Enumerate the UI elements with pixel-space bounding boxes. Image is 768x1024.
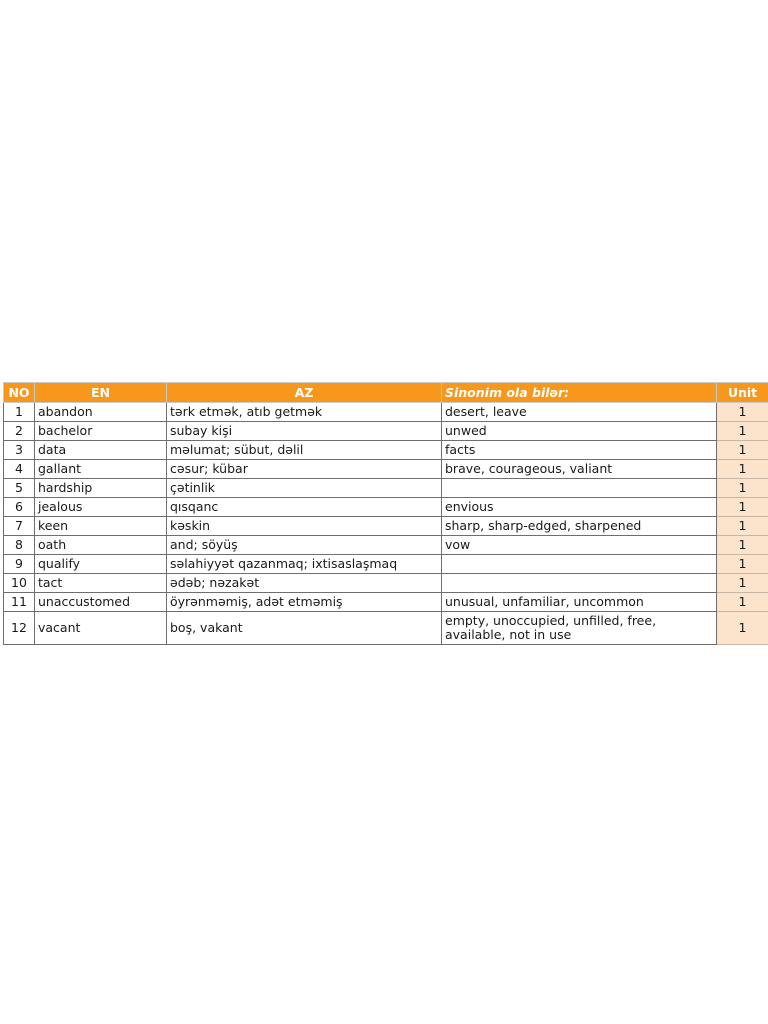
cell-unit: 1: [717, 498, 768, 517]
cell-synonyms: empty, unoccupied, unfilled, free, available, not in use: [442, 612, 717, 645]
cell-az: cəsur; kübar: [167, 460, 442, 479]
cell-unit: 1: [717, 593, 768, 612]
cell-no: 9: [4, 555, 35, 574]
cell-unit: 1: [717, 536, 768, 555]
cell-unit: 1: [717, 460, 768, 479]
vocabulary-sheet: [3, 382, 768, 645]
cell-en: jealous: [35, 498, 167, 517]
cell-unit: 1: [717, 517, 768, 536]
header-no: NO: [4, 383, 35, 403]
cell-en: data: [35, 441, 167, 460]
table-row: [4, 593, 768, 612]
cell-synonyms: unusual, unfamiliar, uncommon: [442, 593, 717, 612]
table-row: [4, 517, 768, 536]
cell-unit: 1: [717, 479, 768, 498]
cell-az: tərk etmək, atıb getmək: [167, 403, 442, 422]
table-row: [4, 612, 768, 645]
cell-synonyms: sharp, sharp-edged, sharpened: [442, 517, 717, 536]
table-row: [4, 555, 768, 574]
cell-en: vacant: [35, 612, 167, 645]
cell-az: səlahiyyət qazanmaq; ixtisaslaşmaq: [167, 555, 442, 574]
vocabulary-table: [3, 382, 768, 645]
cell-no: 10: [4, 574, 35, 593]
cell-az: çətinlik: [167, 479, 442, 498]
cell-en: unaccustomed: [35, 593, 167, 612]
header-az: AZ: [167, 383, 442, 403]
cell-unit: 1: [717, 555, 768, 574]
table-row: [4, 460, 768, 479]
cell-en: bachelor: [35, 422, 167, 441]
table-row: [4, 574, 768, 593]
cell-synonyms: [442, 555, 717, 574]
cell-az: and; söyüş: [167, 536, 442, 555]
cell-en: keen: [35, 517, 167, 536]
cell-unit: 1: [717, 422, 768, 441]
cell-unit: 1: [717, 441, 768, 460]
table-row: [4, 422, 768, 441]
cell-az: ədəb; nəzakət: [167, 574, 442, 593]
cell-en: tact: [35, 574, 167, 593]
table-row: [4, 403, 768, 422]
cell-az: subay kişi: [167, 422, 442, 441]
cell-synonyms: vow: [442, 536, 717, 555]
cell-no: 11: [4, 593, 35, 612]
table-row: [4, 498, 768, 517]
cell-no: 1: [4, 403, 35, 422]
header-en: EN: [35, 383, 167, 403]
cell-no: 2: [4, 422, 35, 441]
cell-synonyms: unwed: [442, 422, 717, 441]
cell-synonyms: desert, leave: [442, 403, 717, 422]
cell-en: abandon: [35, 403, 167, 422]
table-row: [4, 441, 768, 460]
cell-no: 5: [4, 479, 35, 498]
cell-unit: 1: [717, 574, 768, 593]
cell-synonyms: [442, 574, 717, 593]
header-synonyms: Sinonim ola bilər:: [442, 383, 717, 403]
cell-unit: 1: [717, 403, 768, 422]
cell-az: məlumat; sübut, dəlil: [167, 441, 442, 460]
cell-en: oath: [35, 536, 167, 555]
cell-az: kəskin: [167, 517, 442, 536]
cell-no: 12: [4, 612, 35, 645]
cell-no: 6: [4, 498, 35, 517]
cell-synonyms: [442, 479, 717, 498]
cell-synonyms: brave, courageous, valiant: [442, 460, 717, 479]
table-row: [4, 536, 768, 555]
cell-az: qısqanc: [167, 498, 442, 517]
cell-synonyms: envious: [442, 498, 717, 517]
cell-unit: 1: [717, 612, 768, 645]
cell-no: 4: [4, 460, 35, 479]
cell-en: qualify: [35, 555, 167, 574]
cell-en: gallant: [35, 460, 167, 479]
cell-no: 7: [4, 517, 35, 536]
header-row: [4, 383, 768, 403]
cell-synonyms: facts: [442, 441, 717, 460]
cell-az: boş, vakant: [167, 612, 442, 645]
table-row: [4, 479, 768, 498]
cell-en: hardship: [35, 479, 167, 498]
cell-no: 3: [4, 441, 35, 460]
cell-az: öyrənməmiş, adət etməmiş: [167, 593, 442, 612]
cell-no: 8: [4, 536, 35, 555]
header-unit: Unit: [717, 383, 768, 403]
